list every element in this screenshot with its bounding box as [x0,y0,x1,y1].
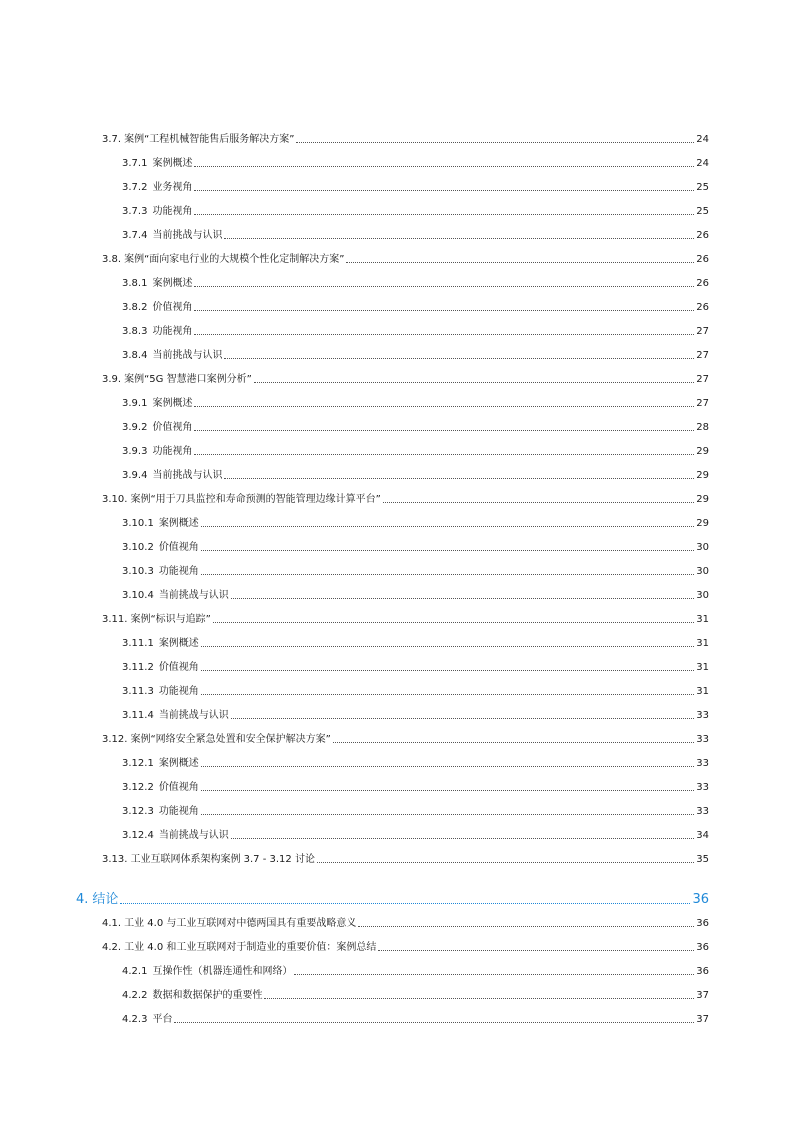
toc-subsection[interactable] [122,418,709,434]
toc-entry-number: 3.9.1 [122,398,148,409]
toc-dot-leader [231,718,694,719]
toc-dot-leader [231,838,694,839]
toc-page-number: 33 [696,710,709,721]
toc-entry-title: 功能视角 [158,806,199,817]
toc-entry-number: 4.2.3 [122,1014,148,1025]
toc-page-number: 35 [696,854,709,865]
toc-dot-leader [224,358,694,359]
toc-entry-number: 3.7.2 [122,182,148,193]
toc-subsection[interactable] [122,986,709,1002]
toc-entry-number: 3.8.4 [122,350,148,361]
toc-dot-leader [231,598,694,599]
toc-dot-leader [201,766,694,767]
toc-page-number: 34 [696,830,709,841]
toc-entry-number: 3.9.4 [122,470,148,481]
toc-dot-leader [213,622,694,623]
toc-entry-title: 业务视角 [152,182,193,193]
toc-page-number: 36 [696,942,709,953]
toc-section[interactable] [102,130,709,146]
toc-entry-number: 3.10.2 [122,542,154,553]
toc-page-number: 31 [696,686,709,697]
toc-dot-leader [317,862,694,863]
toc-dot-leader [194,166,694,167]
toc-subsection[interactable] [122,202,709,218]
toc-entry-number: 3.12.4 [122,830,154,841]
toc-subsection[interactable] [122,466,709,482]
toc-subsection[interactable] [122,706,709,722]
toc-entry-title: 案例概述 [158,638,199,649]
toc-entry-title: 价值视角 [158,782,199,793]
toc-page-number: 27 [696,398,709,409]
toc-dot-leader [174,1022,694,1023]
toc-entry-number: 3.12.3 [122,806,154,817]
toc-subsection[interactable] [122,346,709,362]
toc-page-number: 26 [696,302,709,313]
toc-page-number: 27 [696,350,709,361]
toc-page-number: 36 [696,918,709,929]
toc-page-number: 26 [696,254,709,265]
toc-entry-number: 3.8.2 [122,302,148,313]
toc-entry-number: 4.2.2 [122,990,148,1001]
toc-subsection[interactable] [122,634,709,650]
toc-entry-number: 3.10.4 [122,590,154,601]
toc-entry-number: 3.13. [102,854,128,865]
toc-entry-title: 价值视角 [152,302,193,313]
toc-subsection[interactable] [122,394,709,410]
toc-page-number: 30 [696,542,709,553]
toc-section[interactable] [102,850,709,866]
toc-page-number: 30 [696,590,709,601]
toc-section[interactable] [102,730,709,746]
toc-subsection[interactable] [122,682,709,698]
toc-page-number: 33 [696,806,709,817]
toc-subsection[interactable] [122,826,709,842]
toc-subsection[interactable] [122,514,709,530]
toc-entry-number: 3.7. [102,134,122,145]
toc-dot-leader [201,550,694,551]
toc-entry-title: 案例“面向家电行业的大规模个性化定制解决方案” [124,254,345,265]
toc-subsection[interactable] [122,322,709,338]
toc-entry-title: 案例概述 [158,758,199,769]
toc-entry-number: 3.11.3 [122,686,154,697]
toc-dot-leader [224,238,694,239]
toc-entry-number: 3.12.1 [122,758,154,769]
toc-entry-number: 3.7.4 [122,230,148,241]
toc-entry-title: 工业互联网体系架构案例 3.7 - 3.12 讨论 [130,854,315,865]
toc-entry-title: 案例概述 [152,398,193,409]
toc-subsection[interactable] [122,962,709,978]
toc-page-number: 24 [696,134,709,145]
toc-dot-leader [378,950,694,951]
toc-entry-number: 3.10.3 [122,566,154,577]
toc-page-number: 27 [696,374,709,385]
toc-entry-title: 当前挑战与认识 [152,470,223,481]
toc-page-number: 26 [696,278,709,289]
toc-section[interactable] [102,914,709,930]
toc-entry-number: 3.10.1 [122,518,154,529]
toc-entry-title: 当前挑战与认识 [152,350,223,361]
toc-page-number: 24 [696,158,709,169]
toc-subsection[interactable] [122,226,709,242]
toc-page-number: 31 [696,638,709,649]
toc-entry-title: 工业 4.0 和工业互联网对于制造业的重要价值：案例总结 [124,942,377,953]
toc-entry-number: 3.9. [102,374,122,385]
toc-entry-title: 价值视角 [158,542,199,553]
toc-entry-number: 3.7.3 [122,206,148,217]
toc-dot-leader [201,814,694,815]
toc-entry-number: 4.1. [102,918,122,929]
toc-subsection[interactable] [122,1010,709,1026]
toc-dot-leader [194,334,694,335]
toc-page-number: 31 [696,662,709,673]
toc-entry-title: 案例概述 [152,158,193,169]
toc-dot-leader [194,454,694,455]
toc-entry-number: 3.8.3 [122,326,148,337]
toc-dot-leader [383,502,694,503]
toc-page-number: 29 [696,494,709,505]
toc-entry-number: 3.9.2 [122,422,148,433]
toc-entry-title: 案例概述 [158,518,199,529]
toc-page-number: 36 [692,892,709,907]
toc-dot-leader [201,670,694,671]
toc-dot-leader [194,310,694,311]
toc-entry-title: 案例“标识与追踪” [130,614,211,625]
toc-dot-leader [194,286,694,287]
toc-entry-title: 当前挑战与认识 [152,230,223,241]
toc-entry-number: 3.11.1 [122,638,154,649]
toc-page-number: 27 [696,326,709,337]
toc-section[interactable] [102,490,709,506]
toc-dot-leader [194,406,694,407]
toc-entry-title: 数据和数据保护的重要性 [152,990,263,1001]
toc-entry-title: 功能视角 [152,206,193,217]
toc-dot-leader [194,430,694,431]
toc-page-number: 25 [696,182,709,193]
toc-entry-title: 功能视角 [152,446,193,457]
toc-section[interactable] [102,938,709,954]
toc-entry-number: 3.12.2 [122,782,154,793]
toc-page-number: 29 [696,470,709,481]
toc-dot-leader [120,903,690,904]
toc-entry-title: 案例“5G 智慧港口案例分析” [124,374,252,385]
toc-entry-title: 当前挑战与认识 [158,710,229,721]
toc-dot-leader [194,190,694,191]
toc-entry-title: 互操作性（机器连通性和网络） [152,966,293,977]
toc-subsection[interactable] [122,154,709,170]
toc-entry-number: 3.8. [102,254,122,265]
toc-entry-title: 价值视角 [158,662,199,673]
toc-page-number: 26 [696,230,709,241]
toc-entry-number: 3.11.2 [122,662,154,673]
toc-section[interactable] [102,370,709,386]
toc-entry-title: 功能视角 [152,326,193,337]
toc-dot-leader [224,478,694,479]
toc-dot-leader [358,926,694,927]
toc-entry-title: 案例“工程机械智能售后服务解决方案” [124,134,295,145]
toc-dot-leader [294,974,694,975]
toc-subsection[interactable] [122,442,709,458]
toc-entry-number: 3.11. [102,614,128,625]
toc-dot-leader [194,214,694,215]
toc-page-number: 29 [696,446,709,457]
toc-page-number: 33 [696,758,709,769]
toc-entry-number: 3.9.3 [122,446,148,457]
toc-entry-title: 结论 [92,892,119,907]
toc-dot-leader [201,574,694,575]
toc-entry-title: 案例“网络安全紧急处置和安全保护解决方案” [130,734,331,745]
toc-entry-title: 当前挑战与认识 [158,590,229,601]
toc-dot-leader [201,790,694,791]
toc-subsection[interactable] [122,274,709,290]
toc-entry-number: 3.7.1 [122,158,148,169]
toc-page-number: 30 [696,566,709,577]
toc-entry-number: 3.10. [102,494,128,505]
toc-entry-title: 当前挑战与认识 [158,830,229,841]
toc-page-number: 31 [696,614,709,625]
toc-subsection[interactable] [122,562,709,578]
toc-section[interactable] [102,250,709,266]
toc-subsection[interactable] [122,298,709,314]
toc-entry-title: 功能视角 [158,686,199,697]
toc-subsection[interactable] [122,754,709,770]
toc-entry-number: 4.2. [102,942,122,953]
toc-page-number: 33 [696,734,709,745]
toc-page-number: 37 [696,1014,709,1025]
toc-subsection[interactable] [122,538,709,554]
toc-entry-title: 价值视角 [152,422,193,433]
toc-entry-title: 平台 [152,1014,173,1025]
toc-entry-number: 3.11.4 [122,710,154,721]
toc-dot-leader [201,646,694,647]
toc-page-number: 36 [696,966,709,977]
toc-dot-leader [254,382,695,383]
toc-dot-leader [201,526,694,527]
toc-subsection[interactable] [122,178,709,194]
toc-entry-number: 3.8.1 [122,278,148,289]
toc-page-number: 37 [696,990,709,1001]
toc-subsection[interactable] [122,658,709,674]
toc-dot-leader [333,742,694,743]
toc-entry-title: 功能视角 [158,566,199,577]
toc-dot-leader [346,262,694,263]
toc-dot-leader [296,142,694,143]
toc-dot-leader [201,694,694,695]
toc-entry-number: 4.2.1 [122,966,148,977]
toc-subsection[interactable] [122,778,709,794]
toc-entry-number: 4. [76,892,89,907]
toc-page-number: 33 [696,782,709,793]
toc-entry-title: 案例概述 [152,278,193,289]
toc-entry-title: 工业 4.0 与工业互联网对中德两国具有重要战略意义 [124,918,357,929]
toc-section[interactable] [102,610,709,626]
toc-entry-title: 案例“用于刀具监控和寿命预测的智能管理边缘计算平台” [130,494,381,505]
toc-page-number: 25 [696,206,709,217]
toc-subsection[interactable] [122,802,709,818]
toc-page-number: 29 [696,518,709,529]
toc-page-number: 28 [696,422,709,433]
toc-chapter[interactable] [76,890,709,908]
toc-entry-number: 3.12. [102,734,128,745]
toc-dot-leader [264,998,694,999]
toc-subsection[interactable] [122,586,709,602]
